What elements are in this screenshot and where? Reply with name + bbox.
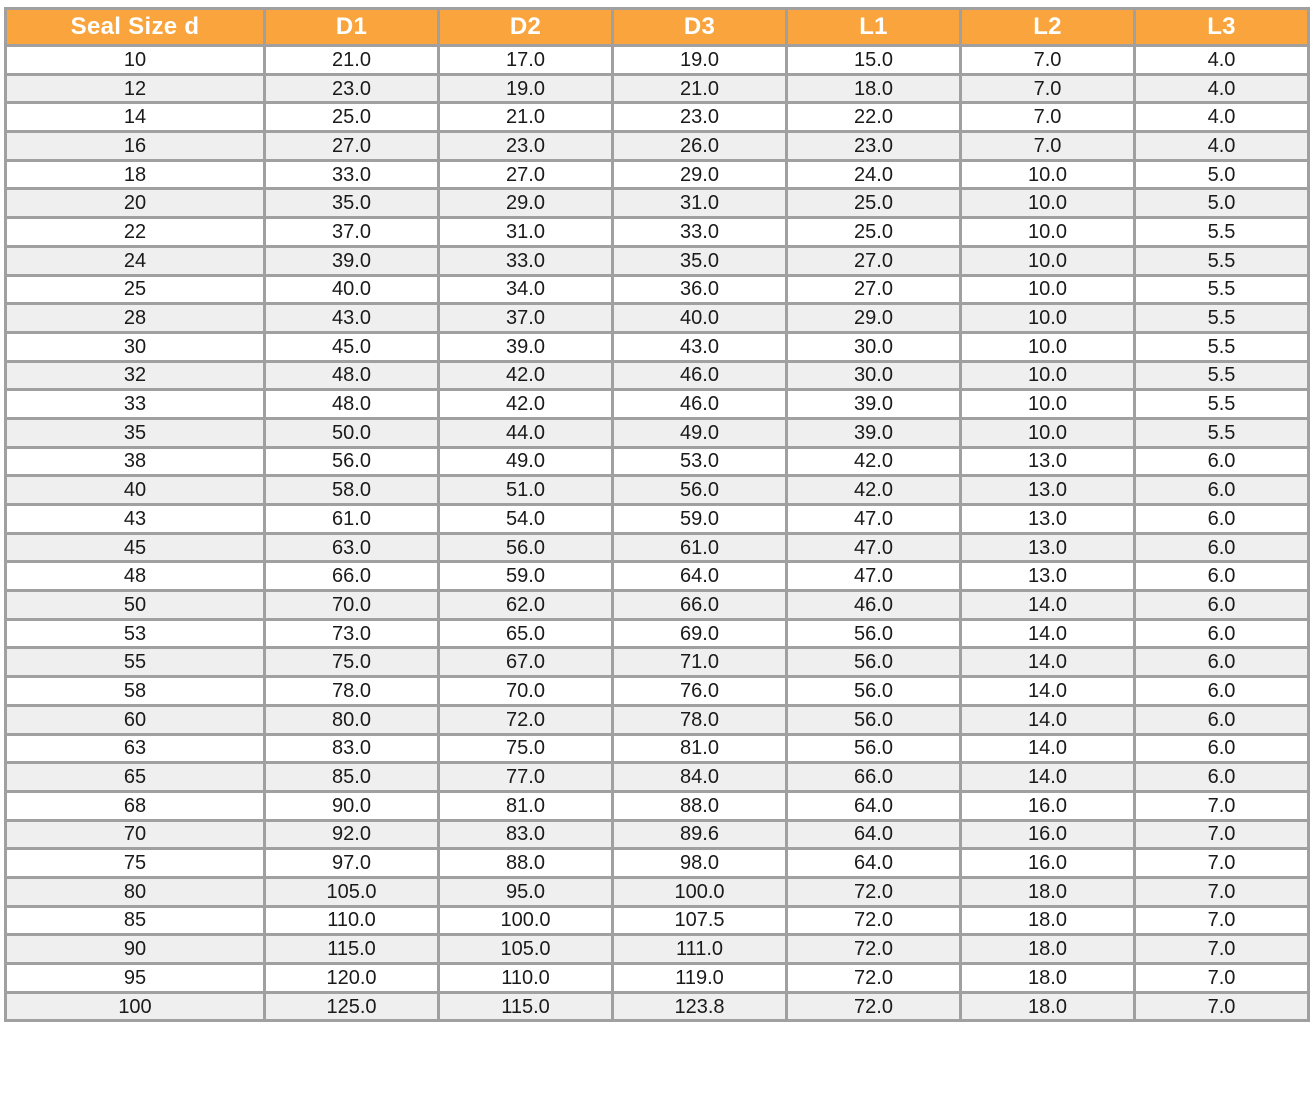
cell-d2: 56.0 xyxy=(439,533,613,562)
cell-l2: 13.0 xyxy=(961,562,1135,591)
cell-l2: 18.0 xyxy=(961,964,1135,993)
cell-d1: 21.0 xyxy=(265,46,439,75)
header-l1: L1 xyxy=(787,9,961,46)
cell-d1: 80.0 xyxy=(265,705,439,734)
cell-d2: 105.0 xyxy=(439,935,613,964)
cell-d1: 27.0 xyxy=(265,132,439,161)
cell-seal-size: 95 xyxy=(6,964,265,993)
cell-d1: 105.0 xyxy=(265,877,439,906)
cell-l2: 18.0 xyxy=(961,877,1135,906)
cell-seal-size: 70 xyxy=(6,820,265,849)
cell-d2: 75.0 xyxy=(439,734,613,763)
cell-d1: 48.0 xyxy=(265,390,439,419)
cell-l2: 10.0 xyxy=(961,189,1135,218)
cell-l3: 6.0 xyxy=(1135,705,1309,734)
cell-l3: 5.5 xyxy=(1135,246,1309,275)
cell-d3: 111.0 xyxy=(613,935,787,964)
table-row xyxy=(6,390,1309,419)
cell-d2: 39.0 xyxy=(439,332,613,361)
cell-l1: 66.0 xyxy=(787,763,961,792)
cell-d1: 37.0 xyxy=(265,218,439,247)
cell-seal-size: 14 xyxy=(6,103,265,132)
cell-d3: 33.0 xyxy=(613,218,787,247)
cell-l1: 72.0 xyxy=(787,935,961,964)
cell-d2: 72.0 xyxy=(439,705,613,734)
cell-d1: 70.0 xyxy=(265,591,439,620)
cell-l3: 4.0 xyxy=(1135,46,1309,75)
cell-l2: 16.0 xyxy=(961,791,1135,820)
cell-d3: 21.0 xyxy=(613,74,787,103)
cell-d1: 58.0 xyxy=(265,476,439,505)
table-row xyxy=(6,734,1309,763)
cell-d3: 59.0 xyxy=(613,505,787,534)
cell-d2: 33.0 xyxy=(439,246,613,275)
cell-l2: 18.0 xyxy=(961,906,1135,935)
cell-seal-size: 48 xyxy=(6,562,265,591)
cell-seal-size: 16 xyxy=(6,132,265,161)
cell-seal-size: 18 xyxy=(6,160,265,189)
cell-d2: 42.0 xyxy=(439,361,613,390)
cell-l3: 5.5 xyxy=(1135,418,1309,447)
cell-d2: 23.0 xyxy=(439,132,613,161)
cell-d1: 23.0 xyxy=(265,74,439,103)
cell-d1: 90.0 xyxy=(265,791,439,820)
table-row xyxy=(6,246,1309,275)
cell-l3: 5.5 xyxy=(1135,218,1309,247)
cell-l3: 4.0 xyxy=(1135,74,1309,103)
cell-d1: 35.0 xyxy=(265,189,439,218)
header-d1: D1 xyxy=(265,9,439,46)
cell-d3: 23.0 xyxy=(613,103,787,132)
cell-l2: 14.0 xyxy=(961,619,1135,648)
cell-d1: 56.0 xyxy=(265,447,439,476)
cell-l1: 25.0 xyxy=(787,218,961,247)
table-row xyxy=(6,763,1309,792)
cell-d2: 59.0 xyxy=(439,562,613,591)
cell-l3: 7.0 xyxy=(1135,935,1309,964)
table-header-row xyxy=(6,9,1309,46)
cell-d2: 34.0 xyxy=(439,275,613,304)
table-row xyxy=(6,619,1309,648)
cell-seal-size: 10 xyxy=(6,46,265,75)
cell-seal-size: 20 xyxy=(6,189,265,218)
cell-d1: 73.0 xyxy=(265,619,439,648)
table-row xyxy=(6,505,1309,534)
cell-l2: 7.0 xyxy=(961,132,1135,161)
cell-l2: 13.0 xyxy=(961,505,1135,534)
table-row xyxy=(6,218,1309,247)
cell-l1: 47.0 xyxy=(787,562,961,591)
table-row xyxy=(6,476,1309,505)
cell-l3: 5.0 xyxy=(1135,160,1309,189)
cell-d3: 107.5 xyxy=(613,906,787,935)
cell-d2: 31.0 xyxy=(439,218,613,247)
cell-d3: 69.0 xyxy=(613,619,787,648)
cell-l3: 6.0 xyxy=(1135,677,1309,706)
cell-l1: 56.0 xyxy=(787,734,961,763)
cell-l2: 10.0 xyxy=(961,361,1135,390)
cell-seal-size: 32 xyxy=(6,361,265,390)
cell-l1: 64.0 xyxy=(787,849,961,878)
cell-seal-size: 63 xyxy=(6,734,265,763)
cell-l2: 13.0 xyxy=(961,533,1135,562)
cell-l3: 6.0 xyxy=(1135,734,1309,763)
cell-l1: 30.0 xyxy=(787,332,961,361)
cell-l2: 14.0 xyxy=(961,677,1135,706)
cell-seal-size: 80 xyxy=(6,877,265,906)
cell-d2: 54.0 xyxy=(439,505,613,534)
cell-d3: 26.0 xyxy=(613,132,787,161)
cell-d3: 81.0 xyxy=(613,734,787,763)
cell-l1: 39.0 xyxy=(787,390,961,419)
cell-l3: 5.5 xyxy=(1135,390,1309,419)
cell-l2: 10.0 xyxy=(961,246,1135,275)
cell-l3: 7.0 xyxy=(1135,906,1309,935)
cell-d2: 27.0 xyxy=(439,160,613,189)
cell-d3: 84.0 xyxy=(613,763,787,792)
cell-seal-size: 12 xyxy=(6,74,265,103)
cell-d1: 78.0 xyxy=(265,677,439,706)
cell-d2: 62.0 xyxy=(439,591,613,620)
cell-d3: 53.0 xyxy=(613,447,787,476)
table-row xyxy=(6,46,1309,75)
cell-l1: 42.0 xyxy=(787,447,961,476)
cell-d3: 78.0 xyxy=(613,705,787,734)
cell-seal-size: 30 xyxy=(6,332,265,361)
cell-l3: 7.0 xyxy=(1135,791,1309,820)
cell-seal-size: 25 xyxy=(6,275,265,304)
cell-d3: 29.0 xyxy=(613,160,787,189)
cell-seal-size: 65 xyxy=(6,763,265,792)
cell-l1: 25.0 xyxy=(787,189,961,218)
table-row xyxy=(6,677,1309,706)
cell-seal-size: 45 xyxy=(6,533,265,562)
cell-seal-size: 100 xyxy=(6,992,265,1021)
cell-l1: 47.0 xyxy=(787,533,961,562)
cell-d2: 88.0 xyxy=(439,849,613,878)
cell-seal-size: 60 xyxy=(6,705,265,734)
cell-d3: 61.0 xyxy=(613,533,787,562)
table-row xyxy=(6,304,1309,333)
table-row xyxy=(6,648,1309,677)
cell-d1: 61.0 xyxy=(265,505,439,534)
cell-l2: 10.0 xyxy=(961,160,1135,189)
cell-l3: 6.0 xyxy=(1135,619,1309,648)
cell-d1: 85.0 xyxy=(265,763,439,792)
cell-d2: 81.0 xyxy=(439,791,613,820)
cell-l3: 6.0 xyxy=(1135,476,1309,505)
cell-seal-size: 43 xyxy=(6,505,265,534)
cell-l2: 10.0 xyxy=(961,304,1135,333)
cell-d3: 43.0 xyxy=(613,332,787,361)
cell-d2: 21.0 xyxy=(439,103,613,132)
cell-d1: 115.0 xyxy=(265,935,439,964)
table-row xyxy=(6,849,1309,878)
cell-l2: 7.0 xyxy=(961,103,1135,132)
cell-seal-size: 50 xyxy=(6,591,265,620)
table-row xyxy=(6,877,1309,906)
cell-d3: 98.0 xyxy=(613,849,787,878)
cell-d1: 125.0 xyxy=(265,992,439,1021)
cell-l1: 15.0 xyxy=(787,46,961,75)
cell-l1: 39.0 xyxy=(787,418,961,447)
header-d3: D3 xyxy=(613,9,787,46)
table-row xyxy=(6,74,1309,103)
cell-d1: 75.0 xyxy=(265,648,439,677)
cell-l1: 56.0 xyxy=(787,705,961,734)
cell-l3: 4.0 xyxy=(1135,103,1309,132)
table-row xyxy=(6,992,1309,1021)
cell-d2: 110.0 xyxy=(439,964,613,993)
cell-d1: 45.0 xyxy=(265,332,439,361)
cell-l1: 72.0 xyxy=(787,906,961,935)
header-l3: L3 xyxy=(1135,9,1309,46)
table-row xyxy=(6,275,1309,304)
cell-l2: 18.0 xyxy=(961,935,1135,964)
cell-d3: 49.0 xyxy=(613,418,787,447)
cell-l2: 14.0 xyxy=(961,734,1135,763)
cell-l2: 14.0 xyxy=(961,763,1135,792)
table-row xyxy=(6,562,1309,591)
cell-l2: 13.0 xyxy=(961,476,1135,505)
cell-l1: 56.0 xyxy=(787,677,961,706)
cell-l1: 72.0 xyxy=(787,964,961,993)
cell-l3: 5.5 xyxy=(1135,304,1309,333)
cell-l1: 30.0 xyxy=(787,361,961,390)
cell-d2: 95.0 xyxy=(439,877,613,906)
cell-l1: 27.0 xyxy=(787,275,961,304)
cell-l3: 6.0 xyxy=(1135,648,1309,677)
table-row xyxy=(6,591,1309,620)
cell-l3: 6.0 xyxy=(1135,533,1309,562)
cell-d3: 123.8 xyxy=(613,992,787,1021)
seal-dimensions-table xyxy=(4,7,1310,1022)
cell-d1: 43.0 xyxy=(265,304,439,333)
header-d2: D2 xyxy=(439,9,613,46)
table-row xyxy=(6,447,1309,476)
cell-d3: 76.0 xyxy=(613,677,787,706)
cell-l2: 16.0 xyxy=(961,820,1135,849)
cell-d2: 17.0 xyxy=(439,46,613,75)
cell-d1: 39.0 xyxy=(265,246,439,275)
cell-l2: 14.0 xyxy=(961,648,1135,677)
cell-d1: 92.0 xyxy=(265,820,439,849)
table-row xyxy=(6,820,1309,849)
cell-d1: 110.0 xyxy=(265,906,439,935)
cell-l3: 5.5 xyxy=(1135,275,1309,304)
header-l2: L2 xyxy=(961,9,1135,46)
cell-d3: 64.0 xyxy=(613,562,787,591)
cell-d2: 49.0 xyxy=(439,447,613,476)
cell-seal-size: 75 xyxy=(6,849,265,878)
table-row xyxy=(6,705,1309,734)
cell-seal-size: 68 xyxy=(6,791,265,820)
cell-l1: 29.0 xyxy=(787,304,961,333)
table-row xyxy=(6,533,1309,562)
cell-l2: 13.0 xyxy=(961,447,1135,476)
table-row xyxy=(6,132,1309,161)
cell-d2: 51.0 xyxy=(439,476,613,505)
cell-l3: 6.0 xyxy=(1135,447,1309,476)
cell-seal-size: 28 xyxy=(6,304,265,333)
cell-l3: 6.0 xyxy=(1135,591,1309,620)
header-seal-size: Seal Size d xyxy=(6,9,265,46)
cell-seal-size: 40 xyxy=(6,476,265,505)
cell-d1: 97.0 xyxy=(265,849,439,878)
cell-l1: 64.0 xyxy=(787,820,961,849)
cell-d2: 37.0 xyxy=(439,304,613,333)
cell-l1: 64.0 xyxy=(787,791,961,820)
cell-l2: 14.0 xyxy=(961,705,1135,734)
cell-l2: 10.0 xyxy=(961,390,1135,419)
cell-l2: 10.0 xyxy=(961,418,1135,447)
cell-d1: 83.0 xyxy=(265,734,439,763)
cell-d1: 48.0 xyxy=(265,361,439,390)
cell-l3: 7.0 xyxy=(1135,992,1309,1021)
cell-l1: 22.0 xyxy=(787,103,961,132)
cell-d3: 46.0 xyxy=(613,390,787,419)
cell-d2: 83.0 xyxy=(439,820,613,849)
cell-l2: 16.0 xyxy=(961,849,1135,878)
cell-d3: 88.0 xyxy=(613,791,787,820)
table-row xyxy=(6,160,1309,189)
cell-seal-size: 22 xyxy=(6,218,265,247)
cell-d3: 71.0 xyxy=(613,648,787,677)
cell-d3: 119.0 xyxy=(613,964,787,993)
cell-l3: 6.0 xyxy=(1135,763,1309,792)
cell-d1: 33.0 xyxy=(265,160,439,189)
seal-dimensions-table-container xyxy=(4,7,1310,1022)
cell-l1: 47.0 xyxy=(787,505,961,534)
table-row xyxy=(6,964,1309,993)
cell-d1: 63.0 xyxy=(265,533,439,562)
cell-d3: 35.0 xyxy=(613,246,787,275)
cell-l3: 6.0 xyxy=(1135,562,1309,591)
cell-l1: 18.0 xyxy=(787,74,961,103)
table-row xyxy=(6,332,1309,361)
cell-seal-size: 38 xyxy=(6,447,265,476)
cell-seal-size: 33 xyxy=(6,390,265,419)
cell-l3: 5.5 xyxy=(1135,332,1309,361)
cell-seal-size: 35 xyxy=(6,418,265,447)
cell-l1: 72.0 xyxy=(787,992,961,1021)
cell-d3: 19.0 xyxy=(613,46,787,75)
cell-d3: 89.6 xyxy=(613,820,787,849)
table-row xyxy=(6,906,1309,935)
cell-seal-size: 55 xyxy=(6,648,265,677)
cell-l3: 5.0 xyxy=(1135,189,1309,218)
cell-d3: 40.0 xyxy=(613,304,787,333)
cell-d3: 56.0 xyxy=(613,476,787,505)
table-row xyxy=(6,791,1309,820)
cell-d2: 115.0 xyxy=(439,992,613,1021)
cell-d1: 40.0 xyxy=(265,275,439,304)
cell-l3: 6.0 xyxy=(1135,505,1309,534)
table-row xyxy=(6,935,1309,964)
table-row xyxy=(6,189,1309,218)
cell-l3: 7.0 xyxy=(1135,877,1309,906)
cell-seal-size: 53 xyxy=(6,619,265,648)
cell-l3: 7.0 xyxy=(1135,964,1309,993)
cell-l3: 4.0 xyxy=(1135,132,1309,161)
cell-l1: 24.0 xyxy=(787,160,961,189)
cell-l1: 42.0 xyxy=(787,476,961,505)
cell-d2: 77.0 xyxy=(439,763,613,792)
cell-d2: 67.0 xyxy=(439,648,613,677)
table-body xyxy=(6,46,1309,1021)
cell-l1: 72.0 xyxy=(787,877,961,906)
cell-l2: 10.0 xyxy=(961,332,1135,361)
cell-d3: 66.0 xyxy=(613,591,787,620)
cell-l1: 56.0 xyxy=(787,648,961,677)
cell-d1: 25.0 xyxy=(265,103,439,132)
cell-d3: 36.0 xyxy=(613,275,787,304)
cell-d2: 42.0 xyxy=(439,390,613,419)
table-row xyxy=(6,103,1309,132)
cell-l1: 46.0 xyxy=(787,591,961,620)
cell-d2: 19.0 xyxy=(439,74,613,103)
table-row xyxy=(6,418,1309,447)
cell-seal-size: 58 xyxy=(6,677,265,706)
cell-l1: 23.0 xyxy=(787,132,961,161)
cell-l2: 10.0 xyxy=(961,275,1135,304)
cell-d2: 44.0 xyxy=(439,418,613,447)
cell-l2: 14.0 xyxy=(961,591,1135,620)
cell-d2: 65.0 xyxy=(439,619,613,648)
cell-d1: 50.0 xyxy=(265,418,439,447)
cell-d2: 70.0 xyxy=(439,677,613,706)
cell-l1: 27.0 xyxy=(787,246,961,275)
cell-d1: 120.0 xyxy=(265,964,439,993)
cell-l3: 7.0 xyxy=(1135,849,1309,878)
cell-seal-size: 85 xyxy=(6,906,265,935)
cell-l1: 56.0 xyxy=(787,619,961,648)
cell-l3: 7.0 xyxy=(1135,820,1309,849)
cell-l2: 10.0 xyxy=(961,218,1135,247)
cell-d2: 100.0 xyxy=(439,906,613,935)
cell-l2: 7.0 xyxy=(961,46,1135,75)
cell-seal-size: 90 xyxy=(6,935,265,964)
cell-d2: 29.0 xyxy=(439,189,613,218)
cell-l2: 18.0 xyxy=(961,992,1135,1021)
cell-d1: 66.0 xyxy=(265,562,439,591)
cell-d3: 46.0 xyxy=(613,361,787,390)
cell-seal-size: 24 xyxy=(6,246,265,275)
table-row xyxy=(6,361,1309,390)
cell-d3: 100.0 xyxy=(613,877,787,906)
cell-l3: 5.5 xyxy=(1135,361,1309,390)
cell-l2: 7.0 xyxy=(961,74,1135,103)
cell-d3: 31.0 xyxy=(613,189,787,218)
